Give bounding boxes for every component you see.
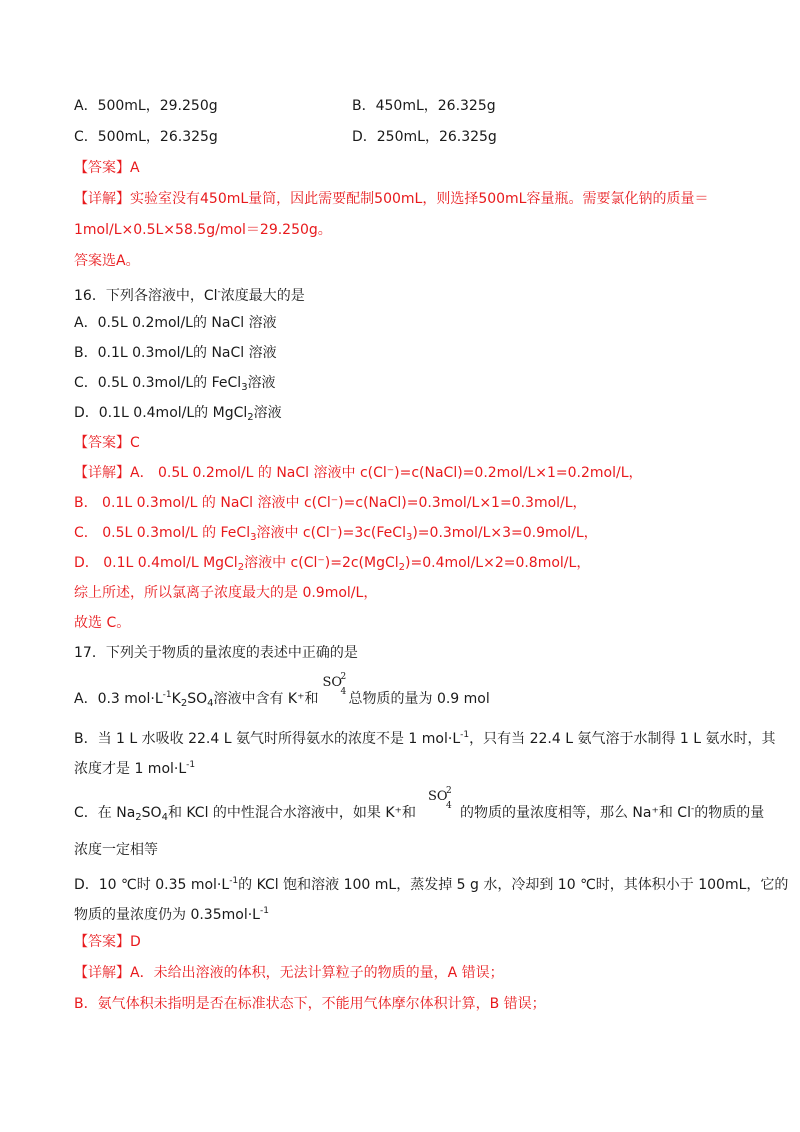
q17-option-b-line1: B．当 1 L 水吸收 22.4 L 氨气时所得氨水的浓度不是 1 $mol\cdot L^{-1}$，只有当 22.4 L 氨气溶于水制得 1 L 氨水时，其 — [74, 730, 776, 747]
q16-detail-a: 【详解】A． 0.5L 0.2mol/L 的 NaCl 溶液中 c(Cl⁻)=c(NaCl)=0.2mol/L×1=0.2mol/L， — [74, 465, 643, 481]
q15-option-d: D．250mL，26.325g — [352, 129, 497, 145]
q17-option-d-line1: D．10 ℃时 0.35 $mol\cdot L^{-1}$的 KCl 饱和溶液 100 mL，蒸发掉 5 g 水，冷却到 10 ℃时，其体积小于 100mL，它的 — [74, 876, 789, 893]
q15-detail-line1: 【详解】实验室没有450mL量筒，因此需要配制500mL，则选择500mL容量瓶。需要氯化钠的质量＝ — [74, 191, 709, 207]
sulfate-ion-formula: SO 2 4 — [322, 672, 347, 697]
q16-option-a: A．0.5L 0.2mol/L的 NaCl 溶液 — [74, 315, 277, 331]
q17-option-b-line2: 浓度才是 1 $mol\cdot L^{-1}$ — [74, 760, 196, 777]
q16-conclusion: 故选 C。 — [74, 615, 131, 631]
q16-stem: 16．下列各溶液中，Cl-浓度最大的是 — [74, 287, 305, 304]
q15-detail-line2: 1mol/L×0.5L×58.5g/mol＝29.250g。 — [74, 222, 332, 238]
q15-option-a: A．500mL，29.250g — [74, 98, 218, 114]
q16-option-d: D．0.1L 0.4mol/L的 MgCl$_2$溶液 — [74, 405, 282, 423]
q17-detail-a: 【详解】A．未给出溶液的体积，无法计算粒子的物质的量，A 错误； — [74, 965, 504, 981]
q15-option-b: B．450mL，26.325g — [352, 98, 496, 114]
q16-detail-c: C． 0.5L 0.3mol/L 的 FeCl$_3$溶液中 c(Cl⁻)=3c(FeCl$_3$)=0.3mol/L×3=0.9mol/L， — [74, 525, 598, 543]
q17-option-a: A．0.3 $mol\cdot L^{-1}K_2SO_4$溶液中含有 K⁺和 SO 2 4 总物质的量为 0.9 mol — [74, 672, 490, 709]
q17-answer: 【答案】D — [74, 934, 141, 950]
q16-summary: 综上所述，所以氯离子浓度最大的是 0.9mol/L， — [74, 585, 378, 601]
q15-option-c: C．500mL，26.325g — [74, 129, 218, 145]
sulfate-ion-formula: SO 2 4 — [427, 786, 452, 811]
q15-answer: 【答案】A — [74, 160, 140, 176]
q16-detail-d: D． 0.1L 0.4mol/L MgCl$_2$溶液中 c(Cl⁻)=2c(MgCl$_2$)=0.4mol/L×2=0.8mol/L， — [74, 555, 591, 573]
q15-conclusion: 答案选A。 — [74, 253, 140, 269]
q16-option-c: C．0.5L 0.3mol/L的 FeCl$_3$溶液 — [74, 375, 276, 393]
q17-option-c-line2: 浓度一定相等 — [74, 842, 158, 858]
q16-answer: 【答案】C — [74, 435, 140, 451]
q16-option-b: B．0.1L 0.3mol/L的 NaCl 溶液 — [74, 345, 277, 361]
q17-stem: 17．下列关于物质的量浓度的表述中正确的是 — [74, 645, 358, 661]
q17-detail-b: B．氨气体积未指明是否在标准状态下，不能用气体摩尔体积计算，B 错误； — [74, 996, 546, 1012]
q17-option-c-line1: C．在 $Na_2SO_4$和 KCl 的中性混合水溶液中，如果 K⁺和 SO 2 4 的物质的量浓度相等，那么 Na⁺和 Cl-的物质的量 — [74, 786, 765, 823]
q17-option-d-line2: 物质的量浓度仍为 $0.35mol\cdot L^{-1}$ — [74, 906, 269, 923]
q16-detail-b: B． 0.1L 0.3mol/L 的 NaCl 溶液中 c(Cl⁻)=c(NaCl)=0.3mol/L×1=0.3mol/L， — [74, 495, 587, 511]
